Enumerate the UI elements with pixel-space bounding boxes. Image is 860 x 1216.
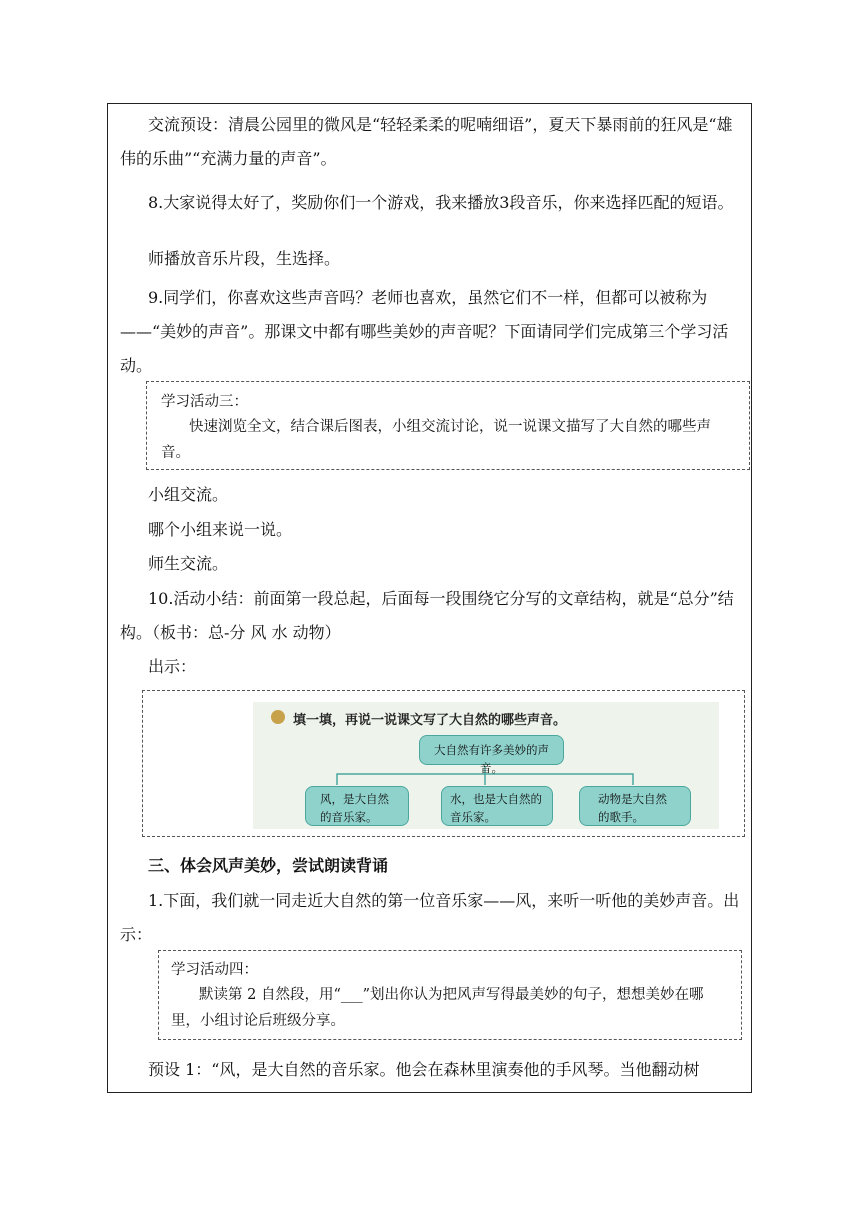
figure-box [142, 690, 745, 837]
paragraph-teacher-plays-music: 师播放音乐片段，生选择。 [148, 249, 341, 268]
paragraph-step-10-summary: 10.活动小结：前面第一段总起，后面每一段围绕它分写的文章结构，就是“总分”结构。（板书：总-分 风 水 动物） [120, 589, 734, 642]
activity-three-title: 学习活动三： [161, 394, 248, 410]
activity-four-box [158, 950, 742, 1040]
textbook-diagram [253, 702, 719, 829]
lesson-table-cell [107, 103, 752, 1093]
diagram-center-node: 大自然有许多美妙的声音。 [419, 735, 564, 765]
paragraph-group-exchange: 小组交流。 [148, 485, 229, 504]
paragraph-step-1-wind: 1.下面，我们就一同走近大自然的第一位音乐家——风，来听一听他的美妙声音。出示： [120, 891, 740, 944]
paragraph-show: 出示： [148, 657, 197, 676]
paragraph-preset-1: 预设 1：“风，是大自然的音乐家。他会在森林里演奏他的手风琴。当他翻动树 [148, 1060, 700, 1079]
activity-four-body: 默读第 2 自然段，用“___”划出你认为把风声写得最美妙的句子，想想美妙在哪里，小组讨论后班级分享。 [171, 987, 704, 1029]
section-three-heading: 三、体会风声美妙，尝试朗读背诵 [148, 856, 389, 875]
diagram-node-wind: 风，是大自然的音乐家。 [305, 786, 409, 826]
paragraph-which-group: 哪个小组来说一说。 [148, 520, 293, 539]
diagram-title: 填一填，再说一说课文写了大自然的哪些声音。 [293, 713, 567, 728]
activity-three-body: 快速浏览全文，结合课后图表，小组交流讨论，说一说课文描写了大自然的哪些声音。 [161, 419, 711, 461]
paragraph-step-8: 8.大家说得太好了，奖励你们一个游戏，我来播放3段音乐，你来选择匹配的短语。 [148, 193, 734, 212]
activity-three-box [146, 381, 750, 470]
activity-four-title: 学习活动四： [171, 962, 258, 978]
cell-content [120, 104, 747, 1092]
diagram-node-animal: 动物是大自然的歌手。 [579, 786, 691, 826]
paragraph-exchange-preset: 交流预设：清晨公园里的微风是“轻轻柔柔的呢喃细语”，夏天下暴雨前的狂风是“雄伟的乐曲”“充满力量的声音”。 [120, 115, 733, 168]
paragraph-step-9: 9.同学们，你喜欢这些声音吗？老师也喜欢，虽然它们不一样，但都可以被称为——“美妙的声音”。那课文中都有哪些美妙的声音呢？下面请同学们完成第三个学习活动。 [120, 288, 729, 375]
diagram-node-water: 水，也是大自然的音乐家。 [441, 786, 553, 826]
paragraph-teacher-student-exchange: 师生交流。 [148, 554, 229, 573]
